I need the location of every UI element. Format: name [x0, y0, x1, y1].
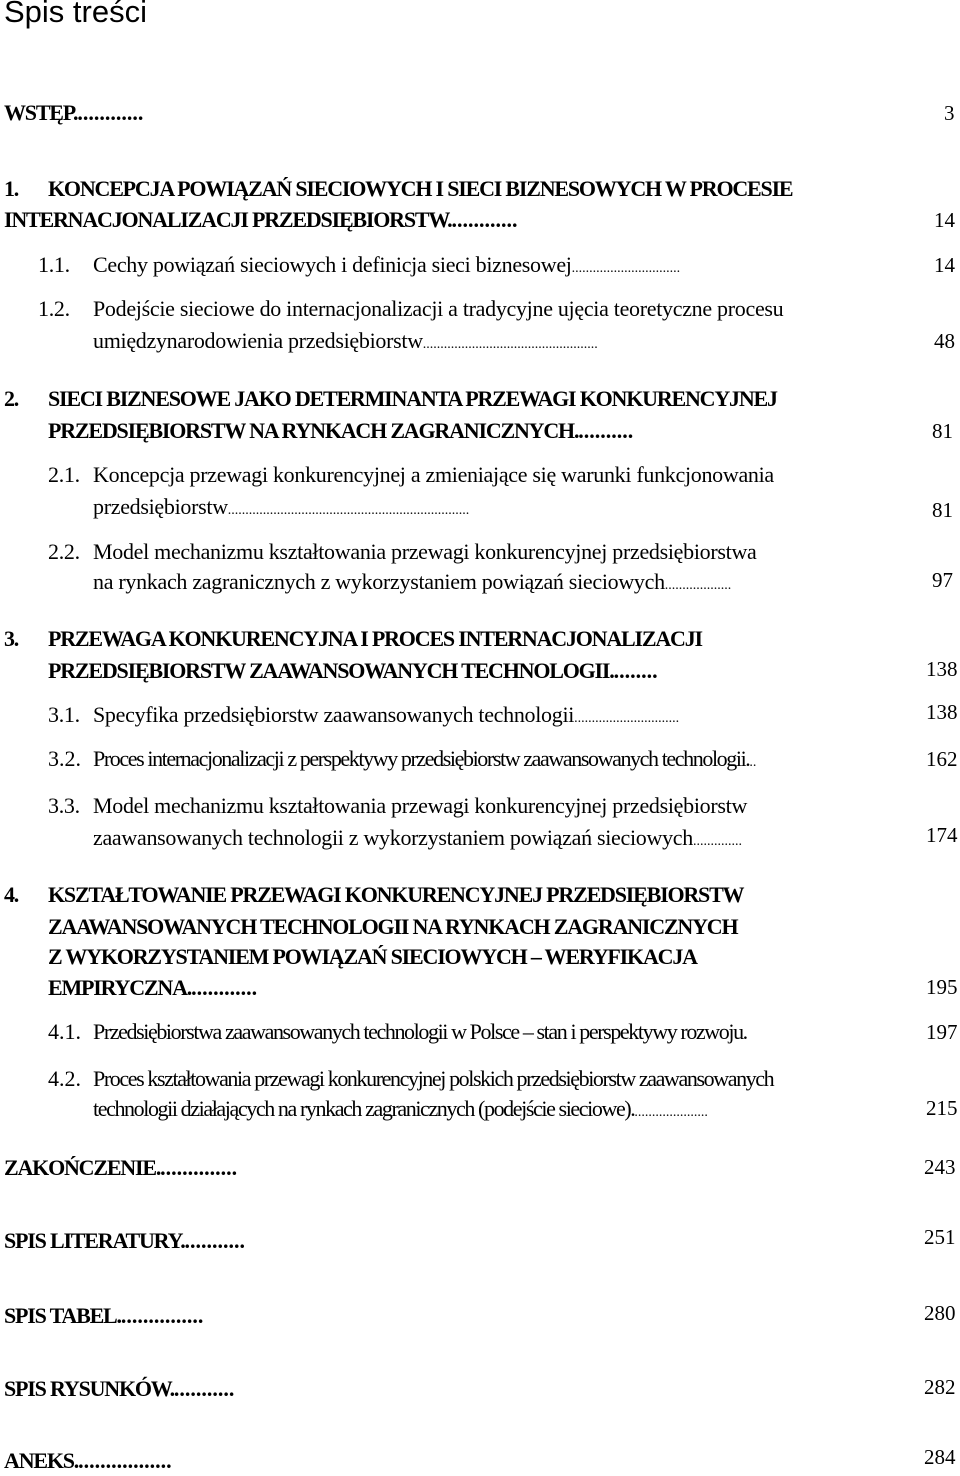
page-number: 81: [932, 419, 953, 443]
page-number: 14: [934, 208, 955, 232]
entry-title-line: Koncepcja przewagi konkurencyjnej a zmieniające się warunki funkcjonowania: [93, 462, 774, 487]
entry-number: 1.1.: [38, 252, 70, 277]
page-number: 162: [926, 747, 958, 771]
dot-leader: ............: [191, 975, 258, 1000]
entry-title-line: Z WYKORZYSTANIEM POWIĄZAŃ SIECIOWYCH – WERYFIKACJA: [48, 944, 697, 969]
entry-title-line: KONCEPCJA POWIĄZAŃ SIECIOWYCH I SIECI BIZNESOWYCH W PROCESIE: [48, 176, 793, 201]
entry-number: 3.: [4, 626, 19, 651]
entry-title: WSTĘP.: [4, 100, 78, 125]
page-number: 284: [924, 1445, 956, 1469]
dot-leader: ..............................: [574, 711, 680, 726]
entry-number: 3.1.: [48, 702, 80, 727]
entry-title-line: PRZEDSIĘBIORSTW NA RYNKACH ZAGRANICZNYCH.: [48, 418, 579, 443]
page-number: 215: [926, 1096, 958, 1120]
entry-number: 1.: [4, 176, 19, 201]
entry-number: 1.2.: [38, 296, 70, 321]
page-number: 195: [926, 975, 958, 999]
dot-leader: ...........: [173, 1376, 235, 1401]
dot-leader: ..................................................: [422, 337, 598, 352]
entry-title-line: przedsiębiorstw: [93, 494, 228, 519]
entry-title: SPIS RYSUNKÓW.: [4, 1376, 174, 1401]
page-number: 97: [932, 568, 953, 592]
dot-leader: ..........: [578, 418, 634, 443]
entry-number: 3.3.: [48, 793, 80, 818]
entry-number: 4.1.: [48, 1019, 81, 1044]
entry-title-line: Podejście sieciowe do internacjonalizacji a tradycyjne ujęcia teoretyczne procesu: [93, 296, 784, 321]
entry-title: SPIS LITERATURY.: [4, 1228, 185, 1253]
entry-title: Specyfika przedsiębiorstw zaawansowanych technologii: [93, 702, 575, 727]
entry-title-line: na rynkach zagranicznych z wykorzystaniem powiązań sieciowych: [93, 569, 665, 594]
entry-title-line: INTERNACJONALIZACJI PRZEDSIĘBIORSTW.: [4, 207, 452, 232]
entry-title: Proces internacjonalizacji z perspektywy przedsiębiorstw zaawansowanych technologii.: [93, 746, 750, 771]
entry-title-line: zaawansowanych technologii z wykorzystaniem powiązań sieciowych: [93, 825, 693, 850]
page-number: 14: [934, 253, 955, 277]
entry-title-line: Model mechanizmu kształtowania przewagi konkurencyjnej przedsiębiorstw: [93, 793, 748, 818]
dot-leader: ...........: [184, 1228, 246, 1253]
page-number: 243: [924, 1155, 956, 1179]
dot-leader: .................: [78, 1448, 172, 1473]
entry-title: ANEKS.: [4, 1448, 79, 1473]
dot-leader: .....................: [634, 1105, 708, 1120]
dot-leader: ........: [613, 658, 658, 683]
dot-leader: ............: [451, 207, 518, 232]
dot-leader: .....................................................................: [227, 503, 470, 518]
entry-title-line: umiędzynarodowienia przedsiębiorstw: [93, 328, 423, 353]
entry-title-line: EMPIRYCZNA.: [48, 975, 192, 1000]
dot-leader: ............: [77, 100, 144, 125]
entry-title-line: SIECI BIZNESOWE JAKO DETERMINANTA PRZEWAGI KONKURENCYJNEJ: [48, 386, 777, 411]
entry-title-line: PRZEWAGA KONKURENCYJNA I PROCES INTERNACJONALIZACJI: [48, 626, 702, 651]
page-number: 174: [926, 823, 958, 847]
dot-leader: ...............................: [571, 261, 681, 276]
dot-leader: ..: [749, 755, 757, 770]
page-number: 251: [924, 1225, 956, 1249]
page-title: Spis treści: [4, 0, 147, 29]
entry-number: 4.2.: [48, 1066, 81, 1091]
dot-leader: ...................: [664, 578, 732, 593]
entry-number: 2.2.: [48, 539, 80, 564]
page-number: 282: [924, 1375, 956, 1399]
entry-title-line: PRZEDSIĘBIORSTW ZAAWANSOWANYCH TECHNOLOGII.: [48, 658, 614, 683]
dot-leader: ..............: [160, 1155, 238, 1180]
page-number: 138: [926, 700, 958, 724]
entry-number: 4.: [4, 882, 19, 907]
page-number: 280: [924, 1301, 956, 1325]
page-number: 81: [932, 498, 953, 522]
entry-number: 3.2.: [48, 746, 81, 771]
entry-title: SPIS TABEL.: [4, 1303, 121, 1328]
dot-leader: ..............: [692, 834, 742, 849]
entry-title-line: Model mechanizmu kształtowania przewagi konkurencyjnej przedsiębiorstwa: [93, 539, 757, 564]
entry-title-line: ZAAWANSOWANYCH TECHNOLOGII NA RYNKACH ZAGRANICZNYCH: [48, 914, 738, 939]
entry-number: 2.1.: [48, 462, 80, 487]
entry-title: Przedsiębiorstwa zaawansowanych technologii w Polsce – stan i perspektywy rozwoju.: [93, 1019, 747, 1044]
entry-title: Cechy powiązań sieciowych i definicja sieci biznesowej: [93, 252, 572, 277]
entry-title: ZAKOŃCZENIE.: [4, 1155, 161, 1180]
entry-number: 2.: [4, 386, 19, 411]
page-number: 3: [944, 101, 955, 125]
page-number: 138: [926, 657, 958, 681]
entry-title-line: Proces kształtowania przewagi konkurencyjnej polskich przedsiębiorstw zaawansowanych: [93, 1066, 774, 1091]
dot-leader: ...............: [120, 1303, 204, 1328]
page-number: 48: [934, 329, 955, 353]
page-number: 197: [926, 1020, 958, 1044]
entry-title-line: technologii działających na rynkach zagranicznych (podejście sieciowe).: [93, 1096, 635, 1121]
entry-title-line: KSZTAŁTOWANIE PRZEWAGI KONKURENCYJNEJ PRZEDSIĘBIORSTW: [48, 882, 744, 907]
